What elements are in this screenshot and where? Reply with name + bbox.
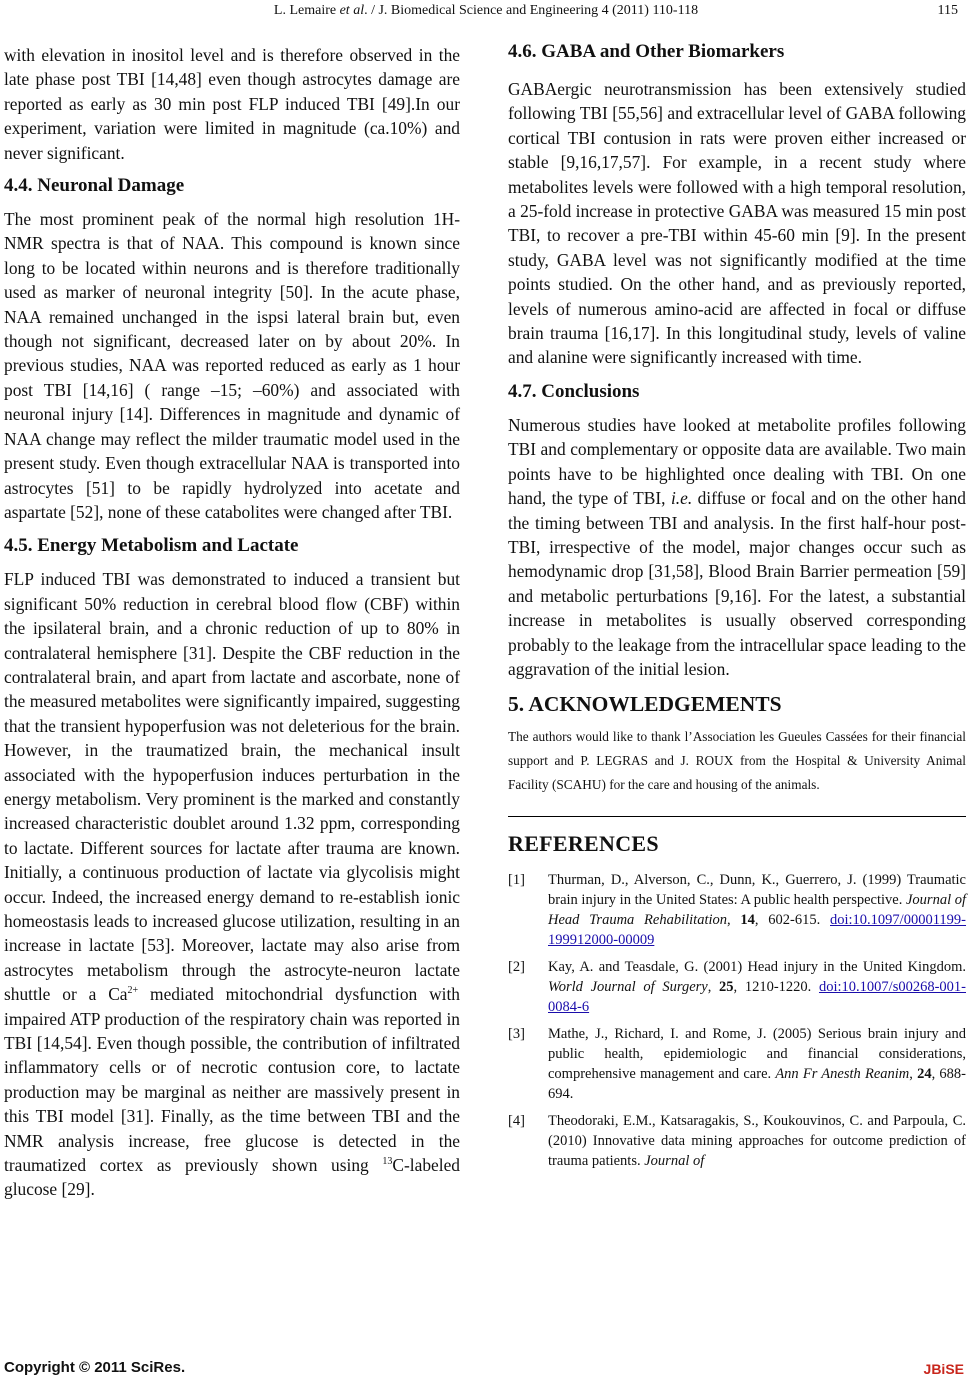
- section-text-4-5-part-a: FLP induced TBI was demonstrated to induced a transient but significant 50% reduction in cerebral blood flow (CBF) within the ipsilateral brain, and a chronic reduction of up to 80% in contralateral hemisphere [31]. Despite the CBF reduction in the contralateral brain, and apart from lactate and ascorbate, none of the measured metabolites were significantly impaired, suggesting that the transient hypoperfusion was not deleterious for the brain. However, in the traumatized brain, the mechanical insult associated with the hypoperfusion induces perturbation in the energy metabolism. Very prominent is the marked and constantly increased characteristic doublet around 1.32 ppm, corresponding to lactate. Different sources for lactate after trauma are known. Initially, a continuous production of lactate via glycolisis might occur. Indeed, the increased energy demand to re-establish ionic homeostasis leads to increased glucose utilization, resulting in an increase in lactate [53]. Moreover, lactate may also arise from astrocytes metabolism through the astrocyte-neuron lactate shuttle or a Ca: [4, 569, 460, 1005]
- reference-number: [3]: [508, 1026, 525, 1043]
- reference-text: [548, 957, 966, 1017]
- reference-number: [1]: [508, 872, 525, 889]
- section-text-4-5-part-b: mediated mitochondrial dysfunction with impaired ATP production of the respiratory chain was reported in TBI [14,54]. Even though possible, the contribution of infiltrated inflammatory cells or of necrotic contusion core, to lactate production may be marginal as neither are massively present in this TBI model [31]. Finally, as the time between TBI and the NMR analysis increase, free glucose is detected in the traumatized cortex as previously shown using: [4, 984, 460, 1176]
- footer-journal-abbrev: JBiSE: [923, 1361, 964, 1377]
- section-text-4-7-part-a: Numerous studies have looked at metabolite profiles following TBI and complementary or opposite data are available. Two main points have to be highlighted once dealing with TBI. On one hand, the type of TBI,: [508, 414, 966, 509]
- section-heading-4-5: 4.5. Energy Metabolism and Lactate: [4, 535, 299, 557]
- reference-authors-title: Kay, A. and Teasdale, G. (2001) Head injury in the United Kingdom.: [548, 959, 966, 976]
- acknowledgements-heading: 5. ACKNOWLEDGEMENTS: [508, 692, 782, 717]
- reference-authors-title: Mathe, J., Richard, I. and Rome, J. (2005) Serious brain injury and public health, epidemiologic and financial considerations, comprehensive management and care.: [548, 1026, 966, 1083]
- reference-separator: ,: [727, 912, 741, 929]
- calcium-charge-superscript: 2+: [127, 985, 139, 997]
- reference-text: [548, 870, 966, 950]
- reference-number: [2]: [508, 959, 525, 976]
- section-heading-4-7: 4.7. Conclusions: [508, 380, 640, 402]
- reference-pages: , 688-694.: [548, 1066, 966, 1103]
- reference-pages: , 602-615.: [754, 912, 830, 929]
- reference-pages: , 1210-1220.: [733, 979, 819, 996]
- page-number: 115: [937, 3, 958, 18]
- reference-item: [508, 1111, 966, 1171]
- section-text-4-4: The most prominent peak of the normal high resolution 1H-NMR spectra is that of NAA. This compound is known since long to be located within neurons and is therefore traditionally used as marker of neuronal integrity [50]. In the acute phase, NAA remained unchanged in the ispsi lateral brain but, even though not significant, decreased later on by about 20%. In previous studies, NAA was reported reduced as early as 1 hour post TBI [14,16] ( range –15; –60%) and associated with neuronal injury [14]. Differences in magnitude and dynamic of NAA change may reflect the milder traumatic model used in the present study. Even though extracellular NAA is transported into astrocytes [51] to be rapidly hydrolyzed into acetate and aspartate [52], none of these catabolites were changed after TBI.: [4, 209, 460, 522]
- section-text-4-6: GABAergic neurotransmission has been extensively studied following TBI [55,56] and extracellular level of GABA following cortical TBI contusion in rats were proven either increased or stable [9,16,17,57]. For example, in a recent study where metabolites levels were followed with a high temporal resolution, a 25-fold increase in protective GABA was measured 15 min post TBI, to recover a pre-TBI within 45-60 min [9]. In the present study, GABA level was not significantly modified at the time points studied. On the other hand, and as previously reported, levels of numerous amino-acid are affected in focal or diffuse brain trauma [16,17]. In this longitudinal study, levels of valine and alanine were significantly increased with time.: [508, 79, 966, 368]
- section-text-4-5-part-c: C-labeled glucose [29].: [4, 1155, 460, 1200]
- section-text-4-7: [508, 413, 966, 681]
- running-head-et-al: et al: [339, 3, 365, 18]
- section-text-4-7-part-b: diffuse or focal and on the other hand the timing between TBI and analysis. In the first half-hour post-TBI, irrespective of the model, major changes occur such as hemodynamic drop [31,58], Blood Brain Barrier permeation [59] and metabolic perturbations [9,16]. For the latest, a substantial increase in metabolites is usually observed corresponding probably to the leakage from the intracellular space leading to the aggravation of the initial lesion.: [508, 488, 966, 679]
- footer-copyright: Copyright © 2011 SciRes.: [4, 1359, 186, 1376]
- reference-journal: Journal of Head Trauma Rehabilitation: [548, 892, 967, 929]
- reference-volume: 14: [740, 912, 755, 929]
- reference-separator: ,: [909, 1066, 918, 1083]
- paragraph-continued: with elevation in inositol level and is therefore observed in the late phase post TBI [14,48] even though astrocytes damage are reported as early as 30 min post FLP induced TBI [49].In our experiment, variation were limited in magnitude (ca.10%) and never significant.: [4, 45, 460, 163]
- reference-authors-title: Thurman, D., Alverson, C., Dunn, K., Guerrero, J. (1999) Traumatic brain injury in the United States: A public health perspective.: [548, 872, 966, 909]
- left-column: [4, 43, 460, 1202]
- running-head: [0, 2, 972, 20]
- right-column: [508, 40, 966, 1171]
- reference-number: [4]: [508, 1113, 525, 1130]
- acknowledgements-text: The authors would like to thank l’Association les Gueules Cassées for their financial support and P. LEGRAS and J. ROUX from the Hospital & University Animal Facility (SCAHU) for the care and housing of the animals.: [508, 729, 966, 793]
- reference-item: [508, 870, 966, 950]
- reference-item: [508, 957, 966, 1017]
- reference-doi-link[interactable]: doi:10.1007/s00268-001-0084-6: [548, 979, 966, 1016]
- reference-journal: Ann Fr Anesth Reanim: [775, 1066, 910, 1083]
- running-head-authors: L. Lemaire: [273, 3, 340, 18]
- section-heading-4-4: 4.4. Neuronal Damage: [4, 175, 185, 197]
- reference-volume: 24: [917, 1066, 932, 1083]
- references-heading: REFERENCES: [508, 831, 659, 857]
- reference-volume: 25: [719, 979, 734, 996]
- reference-separator: ,: [707, 979, 720, 996]
- reference-text: [548, 1024, 966, 1104]
- running-head-citation: . / J. Biomedical Science and Engineering 4 (2011) 110-118: [364, 3, 699, 18]
- reference-authors-title: Theodoraki, E.M., Katsaragakis, S., Koukouvinos, C. and Parpoula, C. (2010) Innovative data mining approaches for outcome prediction of trauma patients.: [548, 1113, 966, 1170]
- reference-text: [548, 1111, 966, 1171]
- reference-item: [508, 1024, 966, 1104]
- section-heading-4-6: 4.6. GABA and Other Biomarkers: [508, 41, 785, 62]
- reference-journal: Journal of: [644, 1153, 705, 1170]
- section-text-4-5: [4, 567, 460, 1202]
- reference-doi-link[interactable]: doi:10.1097/00001199-199912000-00009: [548, 912, 967, 949]
- reference-journal: World Journal of Surgery: [548, 979, 708, 996]
- reference-list: [508, 870, 966, 1171]
- carbon-13-superscript: 13: [382, 1156, 393, 1168]
- ie-abbreviation: i.e.: [670, 488, 693, 509]
